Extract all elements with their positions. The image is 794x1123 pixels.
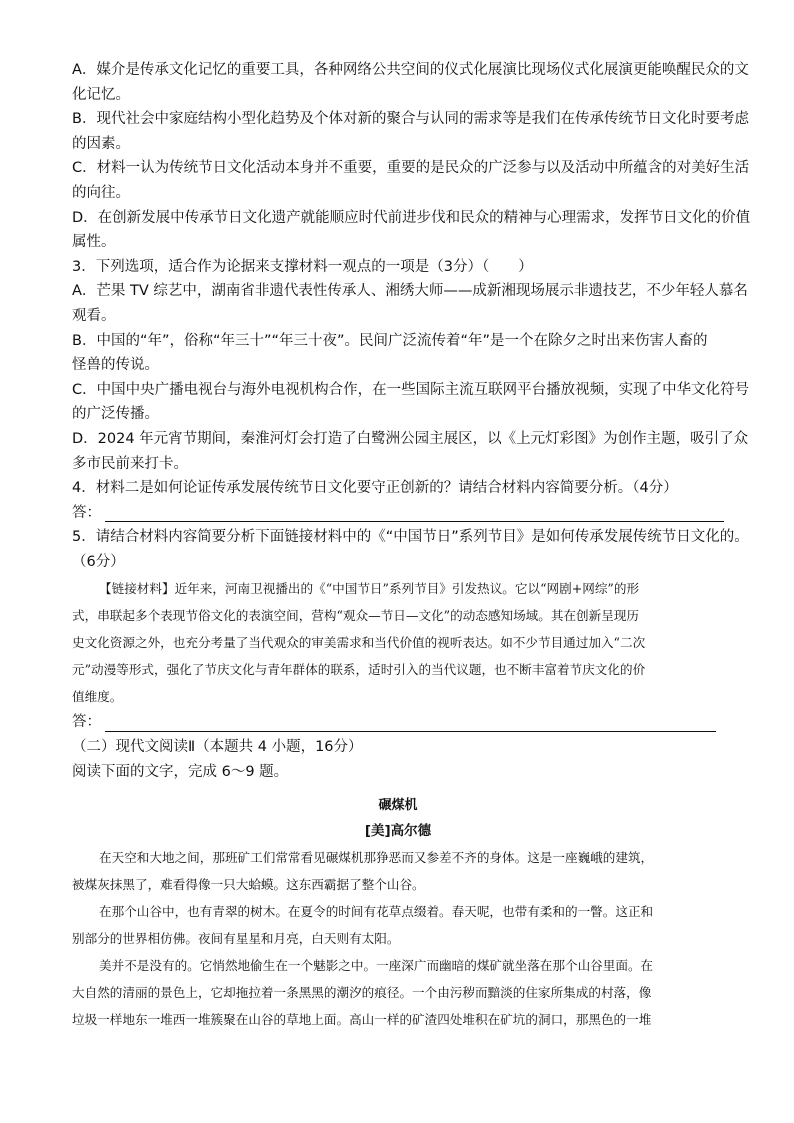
story-line: 在天空和大地之间，那班矿工们常常看见碾煤机那狰恶而又参差不齐的身体。这是一座巍峨的建筑， — [99, 850, 654, 866]
q3-option-d-line-2: 多市民前来打卡。 — [72, 455, 188, 472]
question-5-answer[interactable] — [72, 710, 724, 735]
option-c-line-1: C．材料一认为传统节日文化活动本身并不重要，重要的是民众的广泛参与以及活动中所蕴含的对美好生活 — [72, 160, 750, 177]
q3-option-c-line-2: 的广泛传播。 — [72, 406, 159, 423]
story — [72, 794, 724, 1033]
answer-label: 答： — [72, 714, 101, 731]
q3-option-a-line-1: A．芒果 TV 综艺中，湖南省非遗代表性传承人、湘绣大师——成新湘现场展示非遗技艺，不少年轻人慕名 — [72, 283, 748, 300]
option-c-line-2: 的向往。 — [72, 184, 130, 201]
story-line: 别部分的世界相仿佛。夜间有星星和月亮，白天则有太阳。 — [72, 931, 400, 947]
link-material — [72, 575, 724, 710]
option-b-line-1: B．现代社会中家庭结构小型化趋势及个体对新的聚合与认同的需求等是我们在传承传统节日文化时要考虑 — [72, 111, 749, 128]
question-5-stem: 5．请结合材料内容简要分析下面链接材料中的《“中国节日”系列节目》是如何传承发展传统节日文化的。 — [72, 529, 749, 546]
q3-option-c-line-1: C．中国中央广播电视台与海外电视机构合作，在一些国际主流互联网平台播放视频，实现了中华文化符号 — [72, 381, 750, 398]
section-2 — [72, 735, 724, 784]
question-5 — [72, 525, 749, 735]
link-material-line: 【链接材料】近年来，河南卫视播出的《“中国节日”系列节目》引发热议。它以“网剧+网综”的形 — [99, 581, 640, 597]
story-title: 碾煤机 — [378, 798, 418, 814]
link-material-line: 式，串联起多个表现节俗文化的表演空间，营构“观众—节日—文化”的动态感知场域。其在创新呈现历 — [72, 608, 640, 624]
question-5-score: （6分） — [72, 553, 125, 570]
question-4-answer[interactable] — [72, 501, 724, 526]
option-a-line-1: A．媒介是传承文化记忆的重要工具，各种网络公共空间的仪式化展演比现场仪式化展演更能唤醒民众的文 — [72, 62, 749, 78]
question-3-stem: 3．下列选项，适合作为论据来支撑材料一观点的一项是（3分）（ ） — [72, 258, 533, 275]
question-2-options — [72, 58, 751, 255]
question-3 — [72, 255, 750, 476]
link-material-line: 史文化资源之外，也充分考量了当代观众的审美需求和当代价值的视听表达。如不少节目通过加入“二次 — [72, 635, 646, 651]
q3-option-d-line-1: D．2024 年元宵节期间，秦淮河灯会打造了白鹭洲公园主展区，以《上元灯彩图》为创作主题，吸引了众 — [72, 430, 749, 447]
story-line: 美并不是没有的。它悄然地偷生在一个魅影之中。一座深广而幽暗的煤矿就坐落在那个山谷里面。在 — [99, 958, 654, 974]
answer-line[interactable] — [105, 503, 724, 522]
answer-line[interactable] — [105, 713, 716, 732]
story-line: 在那个山谷中，也有青翠的树木。在夏令的时间有花草点缀着。春天呢，也带有柔和的一瞥。这正和 — [99, 904, 654, 920]
q3-option-b-line-2: 怪兽的传说。 — [72, 357, 159, 374]
option-a-line-2: 化记忆。 — [72, 86, 130, 103]
section-heading: （二）现代文阅读Ⅱ（本题共 4 小题，16分） — [72, 739, 363, 756]
q3-option-b-line-1: B．中国的“年”，俗称“年三十”“年三十夜”。民间广泛流传着“年”是一个在除夕之时出来伤害人畜的 — [72, 332, 708, 349]
option-d-line-1: D．在创新发展中传承节日文化遗产就能顺应时代前进步伐和民众的精神与心理需求，发挥节日文化的价值 — [72, 209, 751, 226]
question-4 — [72, 476, 724, 525]
option-b-line-2: 的因素。 — [72, 135, 130, 152]
answer-label: 答： — [72, 504, 101, 521]
link-material-line: 元”动漫等形式，强化了节庆文化与青年群体的联系，适时引入的当代议题，也不断丰富着节庆文化的价 — [72, 662, 646, 678]
question-4-stem: 4．材料二是如何论证传承发展传统节日文化要守正创新的？请结合材料内容简要分析。（4分） — [72, 480, 678, 497]
story-line: 垃圾一样地东一堆西一堆簇聚在山谷的草地上面。高山一样的矿渣四处堆积在矿坑的洞口，那黑色的一堆 — [72, 1012, 652, 1028]
story-author: [美]高尔德 — [364, 823, 432, 840]
q3-option-a-line-2: 观看。 — [72, 307, 116, 324]
link-material-line: 值维度。 — [72, 689, 123, 705]
story-line: 被煤灰抹黑了，难看得像一只大蛤蟆。这东西霸据了整个山谷。 — [72, 877, 425, 893]
option-d-line-2: 属性。 — [72, 234, 116, 251]
section-instruction: 阅读下面的文字，完成 6～9 题。 — [72, 763, 289, 780]
exam-page — [72, 58, 751, 1033]
story-line: 大自然的清丽的景色上，它却拖拉着一条黑黑的潮汐的痕径。一个由污秽而黯淡的住家所集成的村落，像 — [72, 985, 652, 1001]
